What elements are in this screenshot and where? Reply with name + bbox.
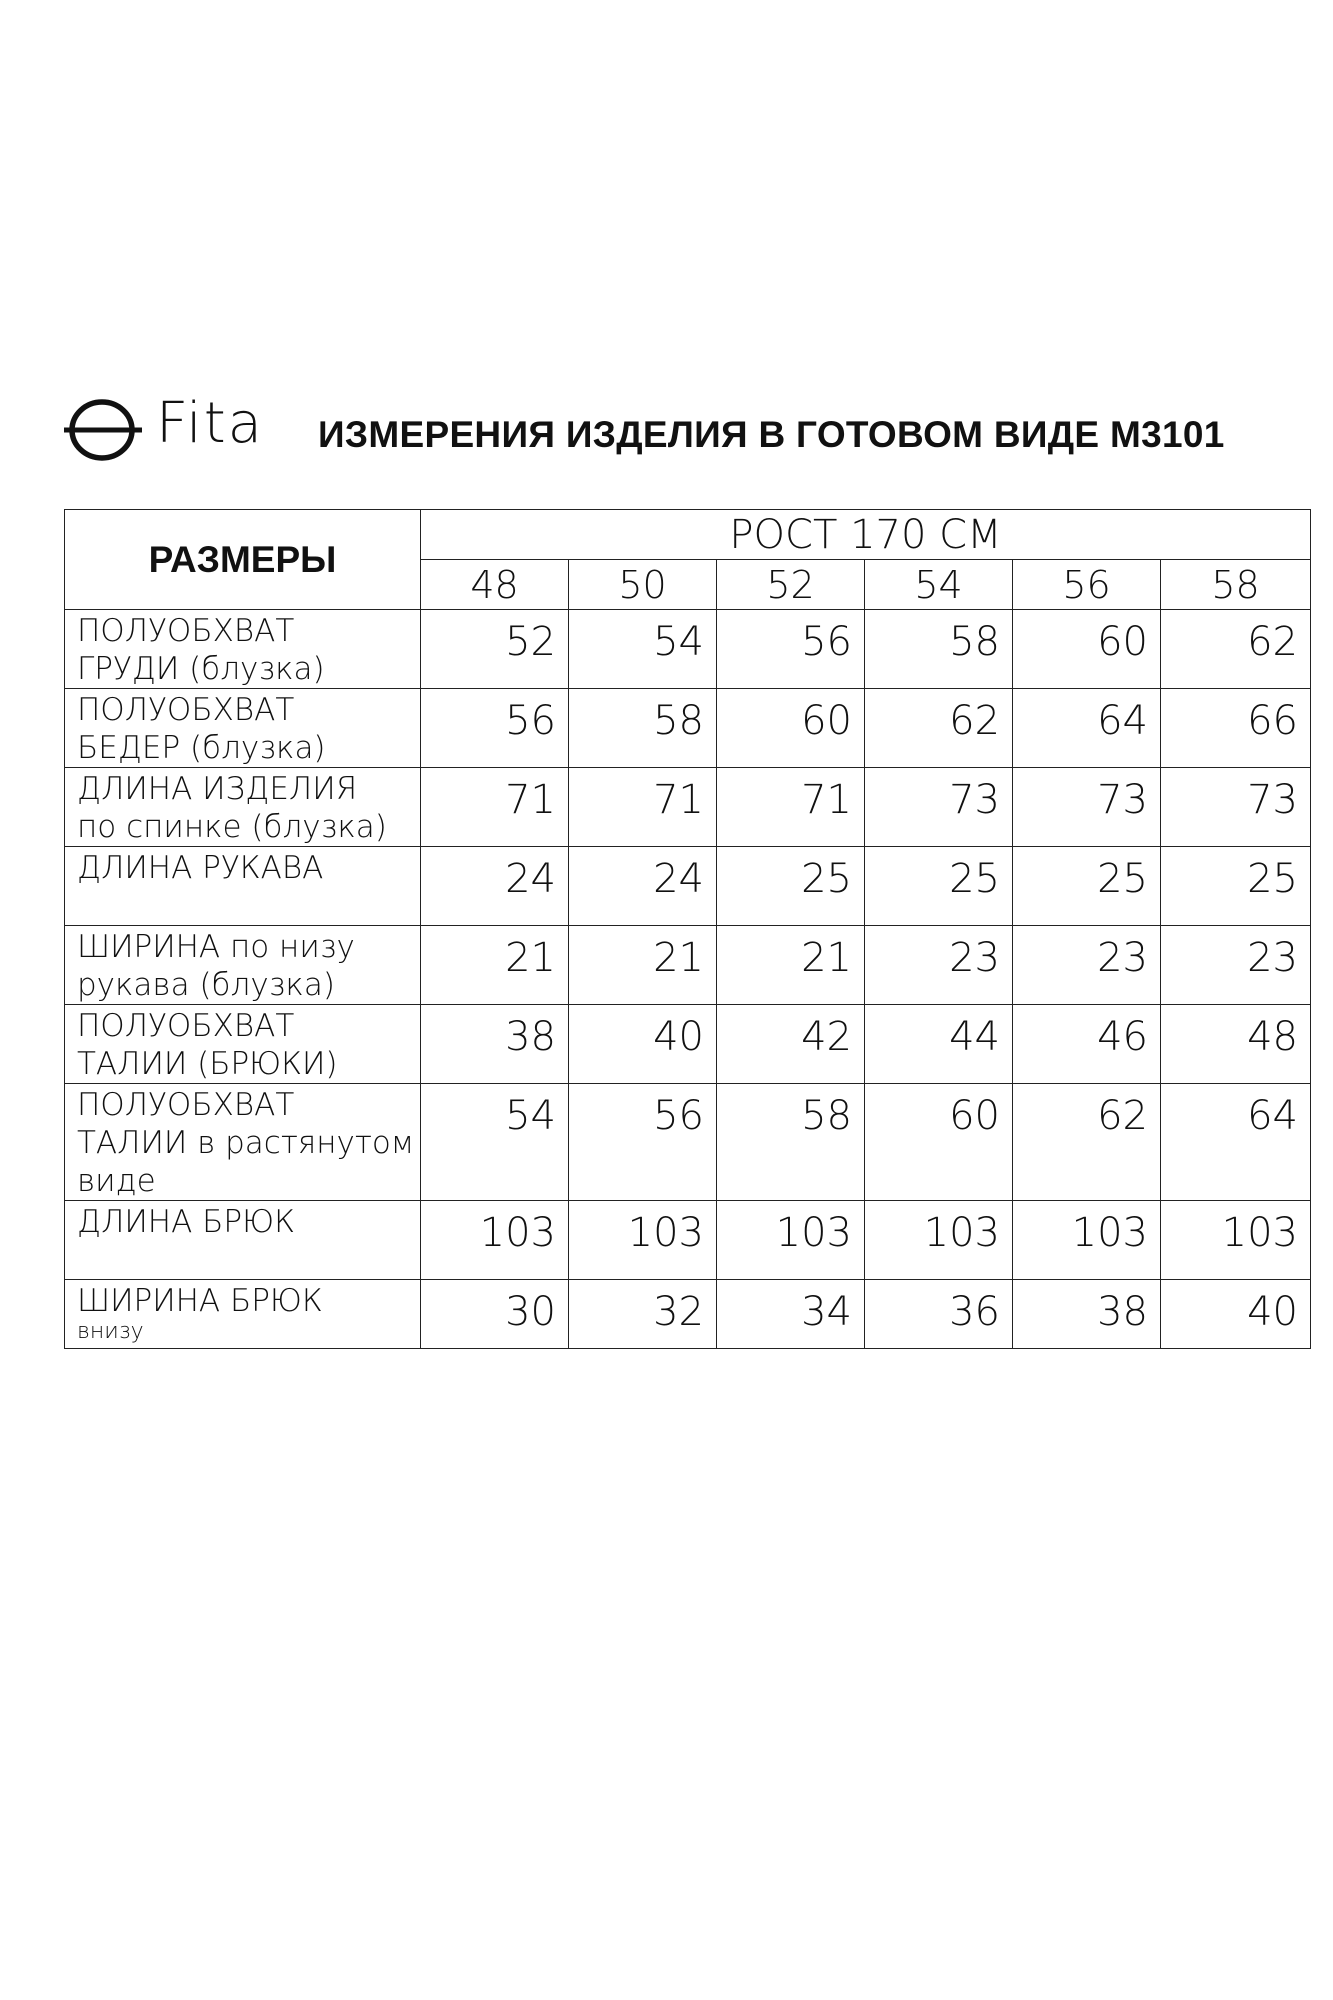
size-cell: 48 bbox=[421, 560, 569, 610]
value-cell: 103 bbox=[865, 1201, 1013, 1280]
measurement-row bbox=[65, 1201, 1311, 1280]
value-cell: 71 bbox=[569, 768, 717, 847]
value-cell: 103 bbox=[1161, 1201, 1311, 1280]
value-cell: 23 bbox=[1161, 926, 1311, 1005]
value-cell: 71 bbox=[717, 768, 865, 847]
value-cell: 56 bbox=[717, 610, 865, 689]
value-cell: 103 bbox=[1013, 1201, 1161, 1280]
value-cell: 56 bbox=[569, 1084, 717, 1201]
label-line: ДЛИНА РУКАВА bbox=[77, 850, 324, 886]
measurement-row bbox=[65, 689, 1311, 768]
measurement-row bbox=[65, 610, 1311, 689]
value-cell: 64 bbox=[1013, 689, 1161, 768]
label-line: ПОЛУОБХВАТ bbox=[77, 1087, 295, 1123]
size-cell: 58 bbox=[1161, 560, 1311, 610]
value-cell: 23 bbox=[1013, 926, 1161, 1005]
label-line: ТАЛИИ (БРЮКИ) bbox=[77, 1046, 338, 1082]
value-cell: 21 bbox=[421, 926, 569, 1005]
value-cell: 58 bbox=[569, 689, 717, 768]
brand-logo bbox=[64, 388, 294, 468]
value-cell: 25 bbox=[1161, 847, 1311, 926]
value-cell: 103 bbox=[569, 1201, 717, 1280]
value-cell: 36 bbox=[865, 1280, 1013, 1349]
value-cell: 66 bbox=[1161, 689, 1311, 768]
size-cell: 54 bbox=[865, 560, 1013, 610]
header bbox=[64, 388, 1304, 468]
value-cell: 52 bbox=[421, 610, 569, 689]
value-cell: 38 bbox=[1013, 1280, 1161, 1349]
value-cell: 62 bbox=[1161, 610, 1311, 689]
value-cell: 58 bbox=[717, 1084, 865, 1201]
size-chart-table bbox=[64, 509, 1311, 1349]
measurement-row bbox=[65, 768, 1311, 847]
label-line: ТАЛИИ в растянутом bbox=[77, 1125, 415, 1161]
label-line: БЕДЕР (блузка) bbox=[77, 730, 326, 766]
value-cell: 56 bbox=[421, 689, 569, 768]
value-cell: 21 bbox=[569, 926, 717, 1005]
measurement-row bbox=[65, 926, 1311, 1005]
label-line: ДЛИНА БРЮК bbox=[77, 1204, 295, 1240]
sizes-header: РАЗМЕРЫ bbox=[65, 510, 421, 610]
brand-name: Fita bbox=[156, 391, 264, 456]
size-cell: 52 bbox=[717, 560, 865, 610]
label-line: ШИРИНА по низу bbox=[77, 929, 355, 965]
value-cell: 25 bbox=[1013, 847, 1161, 926]
value-cell: 60 bbox=[865, 1084, 1013, 1201]
value-cell: 32 bbox=[569, 1280, 717, 1349]
value-cell: 24 bbox=[569, 847, 717, 926]
label-line: виде bbox=[77, 1163, 156, 1199]
measurement-label bbox=[65, 847, 421, 926]
page-title: ИЗМЕРЕНИЯ ИЗДЕЛИЯ В ГОТОВОМ ВИДЕ М3101 bbox=[318, 414, 1225, 455]
label-line: ШИРИНА БРЮК bbox=[77, 1283, 323, 1319]
measurement-label bbox=[65, 689, 421, 768]
value-cell: 60 bbox=[717, 689, 865, 768]
value-cell: 64 bbox=[1161, 1084, 1311, 1201]
value-cell: 73 bbox=[865, 768, 1013, 847]
value-cell: 62 bbox=[1013, 1084, 1161, 1201]
measurement-label bbox=[65, 926, 421, 1005]
label-line: ПОЛУОБХВАТ bbox=[77, 613, 295, 649]
label-line: по спинке (блузка) bbox=[77, 809, 387, 845]
value-cell: 58 bbox=[865, 610, 1013, 689]
fita-logo-icon bbox=[64, 390, 144, 466]
label-line: ПОЛУОБХВАТ bbox=[77, 692, 295, 728]
measurement-row bbox=[65, 1005, 1311, 1084]
value-cell: 40 bbox=[569, 1005, 717, 1084]
value-cell: 48 bbox=[1161, 1005, 1311, 1084]
size-cell: 56 bbox=[1013, 560, 1161, 610]
value-cell: 38 bbox=[421, 1005, 569, 1084]
value-cell: 73 bbox=[1161, 768, 1311, 847]
measurement-row bbox=[65, 1280, 1311, 1349]
value-cell: 40 bbox=[1161, 1280, 1311, 1349]
measurement-label bbox=[65, 1201, 421, 1280]
value-cell: 25 bbox=[717, 847, 865, 926]
value-cell: 54 bbox=[569, 610, 717, 689]
measurement-label bbox=[65, 1084, 421, 1201]
measurement-label bbox=[65, 768, 421, 847]
value-cell: 24 bbox=[421, 847, 569, 926]
value-cell: 73 bbox=[1013, 768, 1161, 847]
label-line: ДЛИНА ИЗДЕЛИЯ bbox=[77, 771, 358, 807]
value-cell: 34 bbox=[717, 1280, 865, 1349]
size-cell: 50 bbox=[569, 560, 717, 610]
value-cell: 60 bbox=[1013, 610, 1161, 689]
value-cell: 71 bbox=[421, 768, 569, 847]
label-note: внизу bbox=[77, 1319, 144, 1344]
label-line: ГРУДИ (блузка) bbox=[77, 651, 325, 687]
value-cell: 21 bbox=[717, 926, 865, 1005]
label-line: рукава (блузка) bbox=[77, 967, 335, 1003]
measurement-row bbox=[65, 847, 1311, 926]
value-cell: 46 bbox=[1013, 1005, 1161, 1084]
value-cell: 30 bbox=[421, 1280, 569, 1349]
measurement-label bbox=[65, 1005, 421, 1084]
value-cell: 103 bbox=[421, 1201, 569, 1280]
value-cell: 44 bbox=[865, 1005, 1013, 1084]
height-header: РОСТ 170 СМ bbox=[421, 510, 1311, 560]
value-cell: 23 bbox=[865, 926, 1013, 1005]
value-cell: 103 bbox=[717, 1201, 865, 1280]
label-line: ПОЛУОБХВАТ bbox=[77, 1008, 295, 1044]
measurement-label bbox=[65, 1280, 421, 1349]
value-cell: 25 bbox=[865, 847, 1013, 926]
value-cell: 42 bbox=[717, 1005, 865, 1084]
header-row bbox=[65, 510, 1311, 560]
measurement-label bbox=[65, 610, 421, 689]
value-cell: 62 bbox=[865, 689, 1013, 768]
measurement-row bbox=[65, 1084, 1311, 1201]
value-cell: 54 bbox=[421, 1084, 569, 1201]
